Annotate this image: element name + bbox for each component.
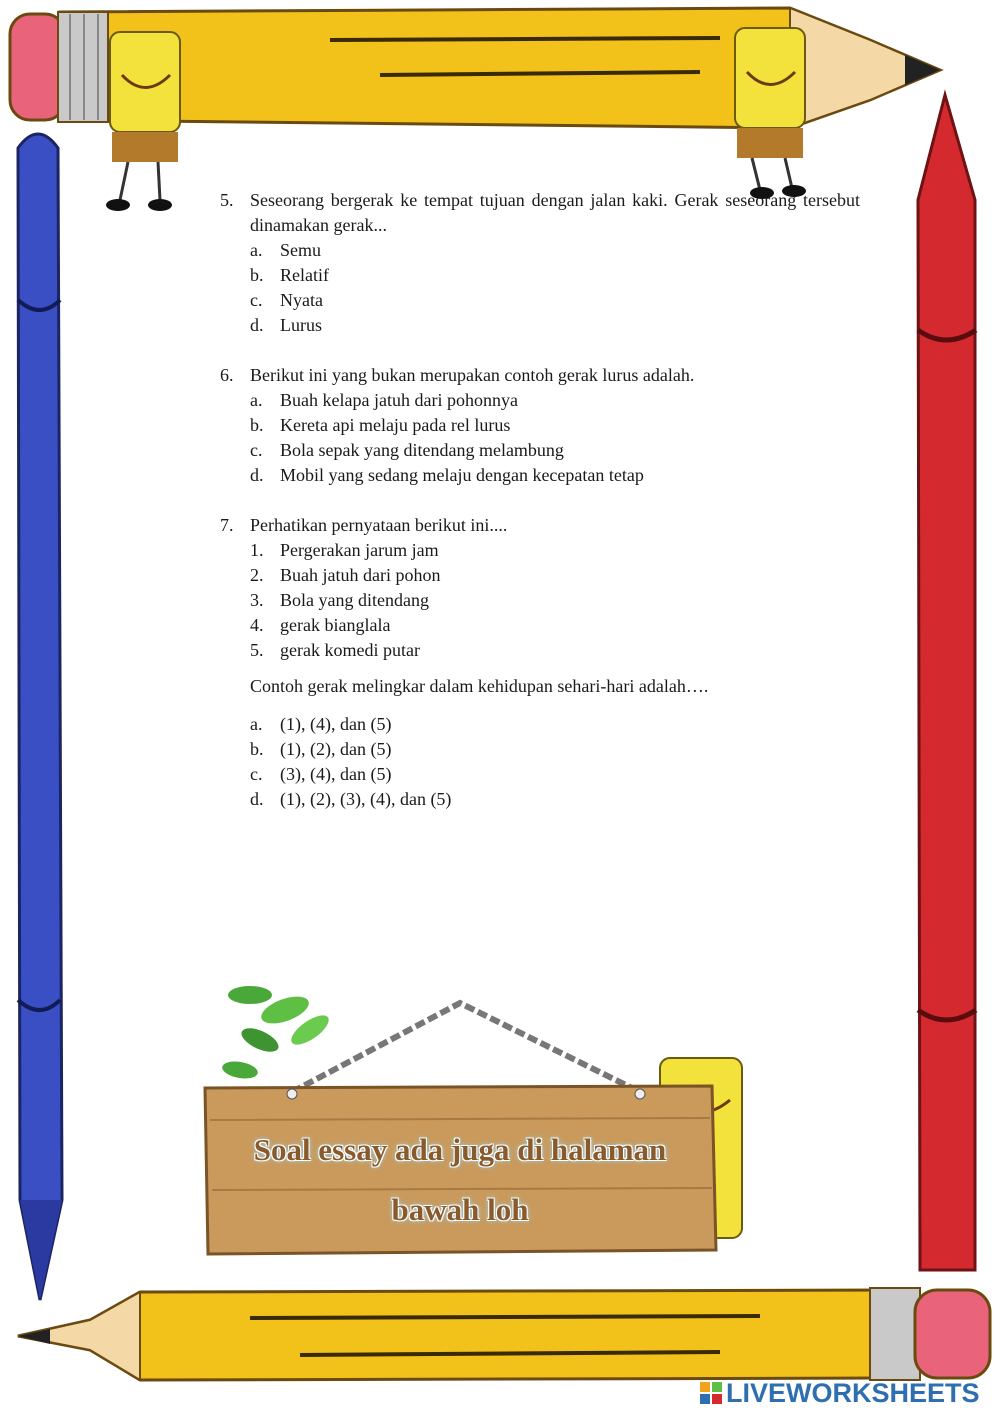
option-text: (1), (4), dan (5) bbox=[280, 714, 392, 734]
question-number: 5. bbox=[220, 190, 234, 210]
option-key: c. bbox=[250, 290, 263, 310]
option-d[interactable] bbox=[250, 463, 860, 488]
option-key: c. bbox=[250, 764, 263, 784]
brand-text: LIVEWORKSHEETS bbox=[726, 1377, 980, 1408]
question-7 bbox=[220, 513, 860, 812]
option-text: Kereta api melaju pada rel lurus bbox=[280, 415, 511, 435]
option-key: a. bbox=[250, 390, 263, 410]
statement-text: gerak komedi putar bbox=[280, 640, 420, 660]
option-key: b. bbox=[250, 415, 264, 435]
statement-item bbox=[250, 538, 860, 563]
statement-text: Bola yang ditendang bbox=[280, 590, 429, 610]
option-text: Lurus bbox=[280, 315, 322, 335]
option-a[interactable] bbox=[250, 712, 860, 737]
statement-text: Buah jatuh dari pohon bbox=[280, 565, 441, 585]
option-c[interactable] bbox=[250, 762, 860, 787]
option-text: Buah kelapa jatuh dari pohonnya bbox=[280, 390, 518, 410]
question-6 bbox=[220, 363, 860, 488]
statement-key: 5. bbox=[250, 640, 264, 660]
option-text: (1), (2), (3), (4), dan (5) bbox=[280, 789, 452, 809]
question-number: 6. bbox=[220, 365, 234, 385]
option-key: b. bbox=[250, 739, 264, 759]
question-5 bbox=[220, 188, 860, 338]
option-b[interactable] bbox=[250, 413, 860, 438]
option-c[interactable] bbox=[250, 288, 860, 313]
statement-item bbox=[250, 613, 860, 638]
question-text: Perhatikan pernyataan berikut ini.... bbox=[250, 515, 508, 535]
option-key: a. bbox=[250, 714, 263, 734]
question-text: Seseorang bergerak ke tempat tujuan dengan jalan kaki. Gerak seseorang tersebut dinamakan gerak... bbox=[250, 190, 860, 235]
option-c[interactable] bbox=[250, 438, 860, 463]
statement-key: 1. bbox=[250, 540, 264, 560]
question-list bbox=[220, 188, 860, 837]
statement-text: Pergerakan jarum jam bbox=[280, 540, 439, 560]
statement-list bbox=[250, 538, 860, 663]
spongebob-character-icon bbox=[735, 28, 806, 199]
statement-item bbox=[250, 638, 860, 663]
option-a[interactable] bbox=[250, 238, 860, 263]
sign-line-1: Soal essay ada juga di halaman bbox=[253, 1132, 667, 1167]
option-key: a. bbox=[250, 240, 263, 260]
liveworksheets-logo-icon bbox=[700, 1382, 722, 1404]
sign-message bbox=[210, 1120, 710, 1240]
question-number: 7. bbox=[220, 515, 234, 535]
bottom-pencil-icon bbox=[18, 1288, 990, 1380]
option-b[interactable] bbox=[250, 737, 860, 762]
option-d[interactable] bbox=[250, 787, 860, 812]
option-text: Nyata bbox=[280, 290, 323, 310]
statement-text: gerak bianglala bbox=[280, 615, 391, 635]
statement-key: 2. bbox=[250, 565, 264, 585]
question-stem: Contoh gerak melingkar dalam kehidupan sehari-hari adalah…. bbox=[250, 676, 709, 696]
blue-crayon-icon bbox=[18, 134, 62, 1300]
question-text: Berikut ini yang bukan merupakan contoh gerak lurus adalah. bbox=[250, 365, 695, 385]
option-text: (3), (4), dan (5) bbox=[280, 764, 392, 784]
option-text: Mobil yang sedang melaju dengan kecepatan tetap bbox=[280, 465, 644, 485]
spongebob-character-icon bbox=[106, 32, 180, 211]
option-key: d. bbox=[250, 315, 264, 335]
statement-key: 3. bbox=[250, 590, 264, 610]
sign-line-2: bawah loh bbox=[391, 1192, 529, 1227]
option-text: (1), (2), dan (5) bbox=[280, 739, 392, 759]
liveworksheets-brand bbox=[700, 1378, 995, 1408]
option-b[interactable] bbox=[250, 263, 860, 288]
option-key: d. bbox=[250, 465, 264, 485]
option-key: c. bbox=[250, 440, 263, 460]
statement-item bbox=[250, 563, 860, 588]
red-crayon-icon bbox=[918, 95, 976, 1270]
option-a[interactable] bbox=[250, 388, 860, 413]
option-key: b. bbox=[250, 265, 264, 285]
statement-key: 4. bbox=[250, 615, 264, 635]
leaves-icon bbox=[221, 986, 333, 1081]
option-text: Relatif bbox=[280, 265, 329, 285]
option-text: Semu bbox=[280, 240, 322, 260]
option-text: Bola sepak yang ditendang melambung bbox=[280, 440, 564, 460]
option-d[interactable] bbox=[250, 313, 860, 338]
statement-item bbox=[250, 588, 860, 613]
chain-icon bbox=[292, 1003, 640, 1092]
option-key: d. bbox=[250, 789, 264, 809]
